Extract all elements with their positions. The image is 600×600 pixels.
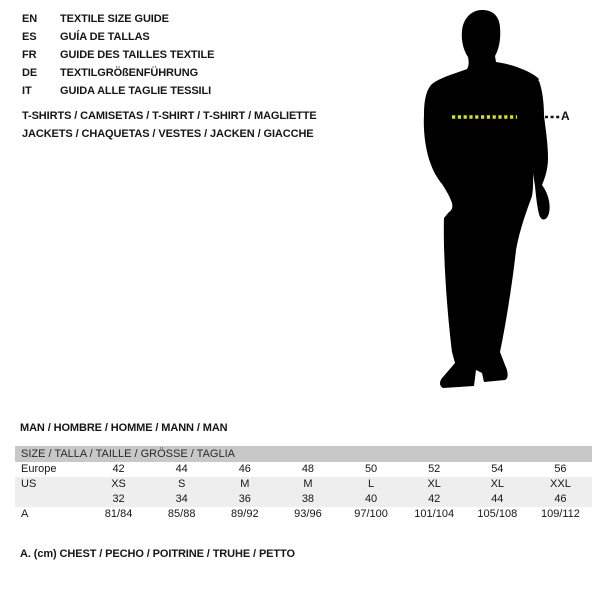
size-cell: 34: [175, 493, 188, 505]
size-cell: 105/108: [477, 508, 518, 520]
size-cell: 109/112: [540, 508, 580, 520]
size-cell: 101/104: [414, 508, 455, 520]
size-cell: 44: [175, 463, 188, 475]
size-cell: M: [240, 478, 250, 490]
size-cell: 42: [112, 463, 125, 475]
size-cell: XL: [427, 478, 441, 490]
size-cell: 56: [554, 463, 567, 475]
category-jackets: JACKETS / CHAQUETAS / VESTES / JACKEN / GIACCHE: [22, 128, 314, 140]
language-text: GUÍA DE TALLAS: [60, 31, 150, 43]
size-cell: 46: [554, 493, 567, 505]
size-cell: XL: [490, 478, 505, 490]
size-cell: 93/96: [294, 508, 322, 520]
size-cell: 52: [428, 463, 441, 475]
language-row-es: [22, 28, 214, 46]
size-table: [15, 446, 592, 522]
man-silhouette-icon: [395, 0, 600, 400]
language-row-en: [22, 10, 214, 28]
size-cell: 42: [428, 493, 441, 505]
language-row-it: [22, 82, 214, 100]
language-text: TEXTILE SIZE GUIDE: [60, 13, 169, 25]
size-cell: S: [178, 478, 186, 490]
language-text: GUIDE DES TAILLES TEXTILE: [60, 49, 215, 61]
language-code: IT: [22, 85, 32, 97]
table-row-europe: [15, 462, 592, 477]
size-cell: 36: [238, 493, 251, 505]
language-code: EN: [22, 13, 38, 25]
size-cell: 50: [364, 463, 378, 475]
size-cell: 89/92: [231, 508, 259, 520]
footnote-chest-legend: A. (cm) CHEST / PECHO / POITRINE / TRUHE / PETTO: [20, 548, 295, 560]
category-tshirts: T-SHIRTS / CAMISETAS / T-SHIRT / T-SHIRT / MAGLIETTE: [22, 110, 317, 122]
size-cell: 85/88: [167, 508, 196, 520]
row-label: US: [21, 478, 37, 490]
language-row-fr: [22, 46, 214, 64]
language-text: TEXTILGRÖßENFÜHRUNG: [60, 67, 199, 79]
size-cell: L: [368, 478, 375, 490]
section-title-man: MAN / HOMBRE / HOMME / MANN / MAN: [20, 422, 228, 434]
language-code: ES: [22, 31, 37, 43]
size-cell: 54: [491, 463, 504, 475]
size-cell: 48: [301, 463, 315, 475]
size-cell: M: [303, 478, 313, 490]
size-cell: XS: [111, 478, 126, 490]
size-cell: 46: [238, 463, 251, 475]
row-label: [15, 492, 87, 507]
table-row-us-numeric: [15, 492, 592, 507]
table-row-chest-a: [15, 507, 592, 522]
language-code: FR: [22, 49, 37, 61]
language-list: [22, 10, 214, 100]
size-cell: 40: [364, 493, 378, 505]
language-text: GUIDA ALLE TAGLIE TESSILI: [60, 85, 212, 97]
size-cell: XXL: [550, 478, 571, 490]
row-label: A: [21, 508, 29, 520]
size-cell: 97/100: [354, 508, 388, 520]
measure-label-a: A: [561, 109, 570, 123]
language-row-de: [22, 64, 214, 82]
size-cell: 44: [491, 493, 504, 505]
table-row-us: [15, 477, 592, 492]
row-label: Europe: [21, 463, 57, 475]
size-table-header: SIZE / TALLA / TAILLE / GRÖSSE / TAGLIA: [15, 446, 592, 462]
language-code: DE: [22, 67, 38, 79]
size-cell: 32: [112, 493, 125, 505]
man-silhouette-figure: [395, 0, 600, 400]
garment-categories: [22, 107, 317, 143]
size-cell: 38: [301, 493, 315, 505]
size-cell: 81/84: [104, 508, 133, 520]
